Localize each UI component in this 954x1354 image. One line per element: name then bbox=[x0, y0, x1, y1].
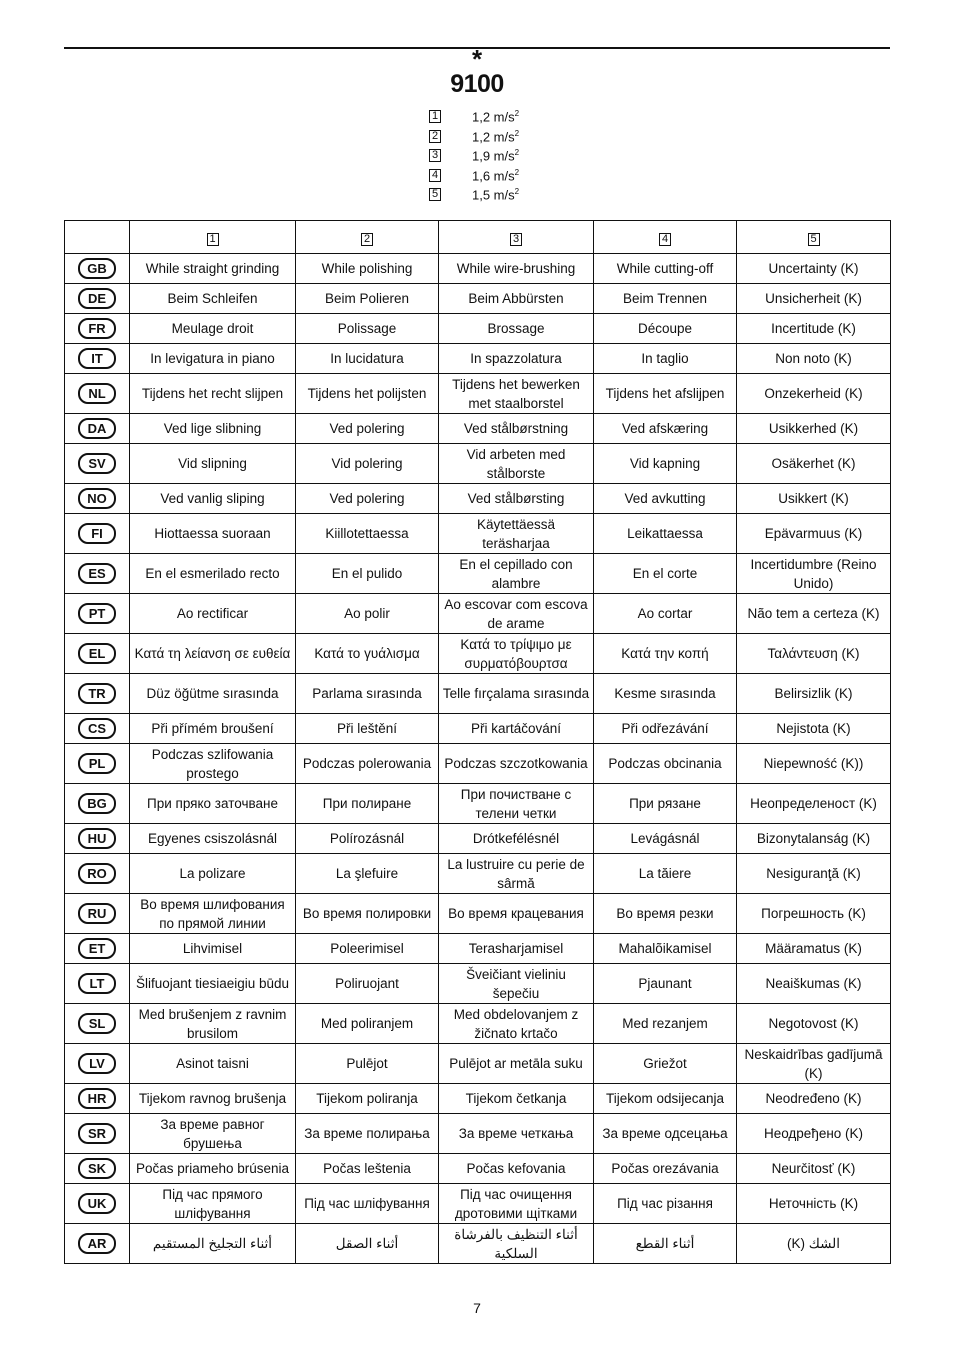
table-cell: Polírozásnál bbox=[296, 824, 439, 854]
language-code-cell bbox=[65, 854, 130, 894]
table-row bbox=[65, 284, 891, 314]
language-badge: PT bbox=[78, 603, 116, 624]
table-cell: При полиране bbox=[296, 784, 439, 824]
table-row bbox=[65, 1154, 891, 1184]
table-cell: Κατά τη λείανση σε ευθεία bbox=[130, 634, 296, 674]
table-row bbox=[65, 1224, 891, 1264]
table-cell: Vid arbeten med stålborste bbox=[439, 444, 594, 484]
table-cell: Drótkefélésnél bbox=[439, 824, 594, 854]
table-cell: При почистване с телени четки bbox=[439, 784, 594, 824]
table-cell: Šlifuojant tiesiaeigiu būdu bbox=[130, 964, 296, 1004]
table-cell: While polishing bbox=[296, 254, 439, 284]
boxed-number: 3 bbox=[429, 149, 441, 162]
language-badge: EL bbox=[78, 643, 116, 664]
table-cell: Brossage bbox=[439, 314, 594, 344]
language-code-cell bbox=[65, 1084, 130, 1114]
language-badge: NL bbox=[78, 383, 116, 404]
language-code-cell bbox=[65, 414, 130, 444]
table-row bbox=[65, 1044, 891, 1084]
vibration-row bbox=[429, 127, 519, 147]
vibration-value-text: 1,5 m/s bbox=[472, 187, 515, 203]
table-row bbox=[65, 444, 891, 484]
table-cell: While straight grinding bbox=[130, 254, 296, 284]
header-corner-cell bbox=[65, 221, 130, 254]
table-cell: Podczas obcinania bbox=[594, 744, 737, 784]
vibration-row bbox=[429, 107, 519, 127]
table-cell: En el cepillado con alambre bbox=[439, 554, 594, 594]
table-cell: Počas priameho brúsenia bbox=[130, 1154, 296, 1184]
table-cell: Beim Schleifen bbox=[130, 284, 296, 314]
language-badge: IT bbox=[78, 348, 116, 369]
language-badge: SL bbox=[78, 1013, 116, 1034]
column-number-box: 3 bbox=[510, 233, 522, 246]
table-cell: Usikkert (K) bbox=[737, 484, 891, 514]
table-cell: Poliruojant bbox=[296, 964, 439, 1004]
table-cell: Ao rectificar bbox=[130, 594, 296, 634]
table-cell: При рязане bbox=[594, 784, 737, 824]
language-code-cell bbox=[65, 514, 130, 554]
table-cell: Podczas szlifowania prostego bbox=[130, 744, 296, 784]
table-cell: Во время полировки bbox=[296, 894, 439, 934]
table-cell: За време одсецања bbox=[594, 1114, 737, 1154]
table-row bbox=[65, 254, 891, 284]
table-cell: Šveičiant vieliniu šepečiu bbox=[439, 964, 594, 1004]
table-cell: За време четкања bbox=[439, 1114, 594, 1154]
table-cell: Ao escovar com escova de arame bbox=[439, 594, 594, 634]
page-number: 7 bbox=[473, 1300, 481, 1316]
language-badge: AR bbox=[78, 1233, 116, 1254]
language-code-cell bbox=[65, 1114, 130, 1154]
table-row bbox=[65, 854, 891, 894]
table-cell: While cutting-off bbox=[594, 254, 737, 284]
table-cell: In lucidatura bbox=[296, 344, 439, 374]
asterisk-mark: * bbox=[471, 44, 483, 74]
table-row bbox=[65, 964, 891, 1004]
table-cell: Kiillotettaessa bbox=[296, 514, 439, 554]
table-cell: Levágásnál bbox=[594, 824, 737, 854]
language-code-cell bbox=[65, 284, 130, 314]
column-number-box: 5 bbox=[808, 233, 820, 246]
vibration-value bbox=[472, 109, 519, 124]
table-cell: Med poliranjem bbox=[296, 1004, 439, 1044]
table-cell: Tijekom odsijecanja bbox=[594, 1084, 737, 1114]
table-row bbox=[65, 784, 891, 824]
table-cell: Ved vanlig sliping bbox=[130, 484, 296, 514]
boxed-number: 1 bbox=[429, 110, 441, 123]
table-cell: أثناء الصقل bbox=[296, 1224, 439, 1264]
table-cell: أثناء التنظيف بالفرشاة السلكية bbox=[439, 1224, 594, 1264]
language-code-cell bbox=[65, 344, 130, 374]
table-cell: Med obdelovanjem z žičnato krtačo bbox=[439, 1004, 594, 1044]
language-badge: CS bbox=[78, 718, 116, 739]
table-cell: Niepewność (K)) bbox=[737, 744, 891, 784]
language-code-cell bbox=[65, 1154, 130, 1184]
table-cell: Неодређено (K) bbox=[737, 1114, 891, 1154]
table-cell: Ved lige slibning bbox=[130, 414, 296, 444]
column-header-cell bbox=[439, 221, 594, 254]
table-cell: La tăiere bbox=[594, 854, 737, 894]
table-cell: Mahalõikamisel bbox=[594, 934, 737, 964]
table-cell: Pulējot ar metāla suku bbox=[439, 1044, 594, 1084]
table-row bbox=[65, 554, 891, 594]
table-row bbox=[65, 894, 891, 934]
vibration-unit-exponent: 2 bbox=[514, 148, 520, 158]
model-number: 9100 bbox=[450, 70, 504, 98]
table-cell: Κατά το τρίψιμο με συρματόβουρτσα bbox=[439, 634, 594, 674]
table-cell: Med rezanjem bbox=[594, 1004, 737, 1044]
table-cell: Epävarmuus (K) bbox=[737, 514, 891, 554]
column-header-cell bbox=[130, 221, 296, 254]
table-cell: Poleerimisel bbox=[296, 934, 439, 964]
table-row bbox=[65, 514, 891, 554]
table-cell: En el esmerilado recto bbox=[130, 554, 296, 594]
column-number-box: 1 bbox=[207, 233, 219, 246]
language-code-cell bbox=[65, 744, 130, 784]
table-cell: Polissage bbox=[296, 314, 439, 344]
table-cell: Unsicherheit (K) bbox=[737, 284, 891, 314]
table-cell: Tijekom poliranja bbox=[296, 1084, 439, 1114]
vibration-value-text: 1,2 m/s bbox=[472, 109, 515, 125]
language-code-cell bbox=[65, 634, 130, 674]
table-cell: Osäkerhet (K) bbox=[737, 444, 891, 484]
language-code-cell bbox=[65, 374, 130, 414]
table-row bbox=[65, 414, 891, 444]
language-badge: HU bbox=[78, 828, 116, 849]
vibration-values-list bbox=[429, 107, 519, 205]
table-row bbox=[65, 634, 891, 674]
translation-table bbox=[64, 220, 891, 1264]
table-cell: Ved avkutting bbox=[594, 484, 737, 514]
language-code-cell bbox=[65, 254, 130, 284]
column-header-cell bbox=[296, 221, 439, 254]
table-row bbox=[65, 674, 891, 714]
language-badge: DA bbox=[78, 418, 116, 439]
language-badge: NO bbox=[78, 488, 116, 509]
vibration-value-text: 1,2 m/s bbox=[472, 128, 515, 144]
vibration-value bbox=[472, 168, 519, 183]
table-cell: La polizare bbox=[130, 854, 296, 894]
language-badge: TR bbox=[78, 683, 116, 704]
language-code-cell bbox=[65, 1004, 130, 1044]
table-cell: Vid kapning bbox=[594, 444, 737, 484]
table-cell: Beim Trennen bbox=[594, 284, 737, 314]
table-cell: Ved polering bbox=[296, 414, 439, 444]
language-badge: LV bbox=[78, 1053, 116, 1074]
table-cell: Neskaidrības gadījumā (K) bbox=[737, 1044, 891, 1084]
vibration-value-text: 1,9 m/s bbox=[472, 148, 515, 164]
table-cell: In levigatura in piano bbox=[130, 344, 296, 374]
table-cell: Usikkerhed (K) bbox=[737, 414, 891, 444]
language-code-cell bbox=[65, 314, 130, 344]
table-cell: En el corte bbox=[594, 554, 737, 594]
boxed-number: 4 bbox=[429, 169, 441, 182]
table-cell: Při kartáčování bbox=[439, 714, 594, 744]
table-cell: Tijekom ravnog brušenja bbox=[130, 1084, 296, 1114]
table-cell: Düz öğütme sırasında bbox=[130, 674, 296, 714]
vibration-value bbox=[472, 148, 519, 163]
table-cell: Під час різання bbox=[594, 1184, 737, 1224]
table-cell: Počas orezávania bbox=[594, 1154, 737, 1184]
table-cell: Vid polering bbox=[296, 444, 439, 484]
table-cell: أثناء القطع bbox=[594, 1224, 737, 1264]
table-cell: За време полирања bbox=[296, 1114, 439, 1154]
language-code-cell bbox=[65, 894, 130, 934]
table-cell: При пряко заточване bbox=[130, 784, 296, 824]
table-cell: En el pulido bbox=[296, 554, 439, 594]
language-code-cell bbox=[65, 1184, 130, 1224]
language-badge: BG bbox=[78, 793, 116, 814]
table-cell: Κατά την κοπή bbox=[594, 634, 737, 674]
table-row bbox=[65, 314, 891, 344]
vibration-unit-exponent: 2 bbox=[514, 109, 520, 119]
table-cell: Podczas szczotkowania bbox=[439, 744, 594, 784]
table-cell: La şlefuire bbox=[296, 854, 439, 894]
vibration-unit-exponent: 2 bbox=[514, 167, 520, 177]
table-cell: Nejistota (K) bbox=[737, 714, 891, 744]
language-badge: LT bbox=[78, 973, 116, 994]
table-cell: Tijdens het recht slijpen bbox=[130, 374, 296, 414]
boxed-number: 5 bbox=[429, 188, 441, 201]
language-badge: FR bbox=[78, 318, 116, 339]
table-cell: أثناء التجليخ المستقيم bbox=[130, 1224, 296, 1264]
column-number-box: 2 bbox=[361, 233, 373, 246]
table-cell: Nesiguranţă (K) bbox=[737, 854, 891, 894]
language-badge: PL bbox=[78, 753, 116, 774]
table-cell: Découpe bbox=[594, 314, 737, 344]
table-cell: Meulage droit bbox=[130, 314, 296, 344]
table-cell: Ved stålbørstning bbox=[439, 414, 594, 444]
table-cell: Lihvimisel bbox=[130, 934, 296, 964]
language-code-cell bbox=[65, 784, 130, 824]
language-code-cell bbox=[65, 824, 130, 854]
table-cell: Não tem a certeza (K) bbox=[737, 594, 891, 634]
table-cell: Při přímém broušení bbox=[130, 714, 296, 744]
table-cell: Ved stålbørsting bbox=[439, 484, 594, 514]
table-cell: Tijdens het polijsten bbox=[296, 374, 439, 414]
table-row bbox=[65, 344, 891, 374]
table-row bbox=[65, 714, 891, 744]
vibration-unit-exponent: 2 bbox=[514, 187, 520, 197]
vibration-value-text: 1,6 m/s bbox=[472, 167, 515, 183]
table-cell: Uncertainty (K) bbox=[737, 254, 891, 284]
table-cell: Non noto (K) bbox=[737, 344, 891, 374]
vibration-row bbox=[429, 166, 519, 186]
vibration-row bbox=[429, 185, 519, 205]
table-cell: Neaiškumas (K) bbox=[737, 964, 891, 1004]
table-cell: Bizonytalanság (K) bbox=[737, 824, 891, 854]
language-code-cell bbox=[65, 1224, 130, 1264]
table-cell: Beim Abbürsten bbox=[439, 284, 594, 314]
table-cell: In taglio bbox=[594, 344, 737, 374]
table-cell: Počas kefovania bbox=[439, 1154, 594, 1184]
table-cell: Asinot taisni bbox=[130, 1044, 296, 1084]
language-code-cell bbox=[65, 554, 130, 594]
table-cell: Počas leštenia bbox=[296, 1154, 439, 1184]
language-code-cell bbox=[65, 934, 130, 964]
table-cell: Incertitude (K) bbox=[737, 314, 891, 344]
language-badge: RO bbox=[78, 863, 116, 884]
table-cell: Погрешность (K) bbox=[737, 894, 891, 934]
table-cell: Під час очищення дротовими щітками bbox=[439, 1184, 594, 1224]
table-cell: Во время крацевания bbox=[439, 894, 594, 934]
table-cell: Onzekerheid (K) bbox=[737, 374, 891, 414]
table-cell: Telle fırçalama sırasında bbox=[439, 674, 594, 714]
language-badge: UK bbox=[78, 1193, 116, 1214]
table-cell: Pulējot bbox=[296, 1044, 439, 1084]
column-number-box: 4 bbox=[659, 233, 671, 246]
language-code-cell bbox=[65, 714, 130, 744]
table-cell: Griežot bbox=[594, 1044, 737, 1084]
table-cell: Při odřezávání bbox=[594, 714, 737, 744]
table-cell: Tijdens het afslijpen bbox=[594, 374, 737, 414]
vibration-value bbox=[472, 129, 519, 144]
table-cell: Negotovost (K) bbox=[737, 1004, 891, 1044]
table-cell: Incertidumbre (Reino Unido) bbox=[737, 554, 891, 594]
language-badge: GB bbox=[78, 258, 116, 279]
table-cell: Med brušenjem z ravnim brusilom bbox=[130, 1004, 296, 1044]
table-row bbox=[65, 1084, 891, 1114]
table-cell: Ταλάντευση (K) bbox=[737, 634, 891, 674]
table-cell: Ved afskæring bbox=[594, 414, 737, 444]
table-cell: Ao cortar bbox=[594, 594, 737, 634]
table-cell: Neodređeno (K) bbox=[737, 1084, 891, 1114]
vibration-value bbox=[472, 187, 519, 202]
table-row bbox=[65, 824, 891, 854]
table-cell: Vid slipning bbox=[130, 444, 296, 484]
table-cell: Ved polering bbox=[296, 484, 439, 514]
table-cell: While wire-brushing bbox=[439, 254, 594, 284]
table-row bbox=[65, 374, 891, 414]
table-row bbox=[65, 1004, 891, 1044]
table-cell: Parlama sırasında bbox=[296, 674, 439, 714]
table-cell: Beim Polieren bbox=[296, 284, 439, 314]
table-cell: Під час прямого шліфування bbox=[130, 1184, 296, 1224]
table-cell: Pjaunant bbox=[594, 964, 737, 1004]
table-cell: Egyenes csiszolásnál bbox=[130, 824, 296, 854]
language-badge: SR bbox=[78, 1123, 116, 1144]
table-cell: Käytettäessä teräsharjaa bbox=[439, 514, 594, 554]
language-badge: FI bbox=[78, 523, 116, 544]
language-badge: DE bbox=[78, 288, 116, 309]
table-cell: Määramatus (K) bbox=[737, 934, 891, 964]
table-cell: Terasharjamisel bbox=[439, 934, 594, 964]
table-cell: Неточність (K) bbox=[737, 1184, 891, 1224]
language-code-cell bbox=[65, 964, 130, 1004]
table-cell: Podczas polerowania bbox=[296, 744, 439, 784]
table-row bbox=[65, 1184, 891, 1224]
table-cell: الشك (K) bbox=[737, 1224, 891, 1264]
table-row bbox=[65, 744, 891, 784]
table-row bbox=[65, 594, 891, 634]
table-cell: Во время резки bbox=[594, 894, 737, 934]
table-cell: Неопределеност (K) bbox=[737, 784, 891, 824]
vibration-unit-exponent: 2 bbox=[514, 128, 520, 138]
table-cell: In spazzolatura bbox=[439, 344, 594, 374]
language-badge: SK bbox=[78, 1158, 116, 1179]
column-header-cell bbox=[737, 221, 891, 254]
table-cell: Ao polir bbox=[296, 594, 439, 634]
language-code-cell bbox=[65, 484, 130, 514]
table-cell: Tijdens het bewerken met staalborstel bbox=[439, 374, 594, 414]
table-cell: Belirsizlik (K) bbox=[737, 674, 891, 714]
table-cell: Під час шліфування bbox=[296, 1184, 439, 1224]
table-cell: За време равног брушења bbox=[130, 1114, 296, 1154]
table-row bbox=[65, 484, 891, 514]
boxed-number: 2 bbox=[429, 130, 441, 143]
table-row bbox=[65, 934, 891, 964]
table-cell: Κατά το γυάλισμα bbox=[296, 634, 439, 674]
table-cell: Neurčitosť (K) bbox=[737, 1154, 891, 1184]
language-badge: ET bbox=[78, 938, 116, 959]
table-cell: Kesme sırasında bbox=[594, 674, 737, 714]
table-cell: Во время шлифования по прямой линии bbox=[130, 894, 296, 934]
table-cell: Leikattaessa bbox=[594, 514, 737, 554]
language-badge: SV bbox=[78, 453, 116, 474]
table-cell: Hiottaessa suoraan bbox=[130, 514, 296, 554]
table-cell: Tijekom četkanja bbox=[439, 1084, 594, 1114]
table-cell: Při leštění bbox=[296, 714, 439, 744]
vibration-row bbox=[429, 146, 519, 166]
language-badge: ES bbox=[78, 563, 116, 584]
language-code-cell bbox=[65, 444, 130, 484]
column-header-cell bbox=[594, 221, 737, 254]
table-header-row bbox=[65, 221, 891, 254]
language-badge: HR bbox=[78, 1088, 116, 1109]
table-cell: La lustruire cu perie de sârmă bbox=[439, 854, 594, 894]
language-code-cell bbox=[65, 1044, 130, 1084]
language-code-cell bbox=[65, 594, 130, 634]
language-code-cell bbox=[65, 674, 130, 714]
language-badge: RU bbox=[78, 903, 116, 924]
table-row bbox=[65, 1114, 891, 1154]
